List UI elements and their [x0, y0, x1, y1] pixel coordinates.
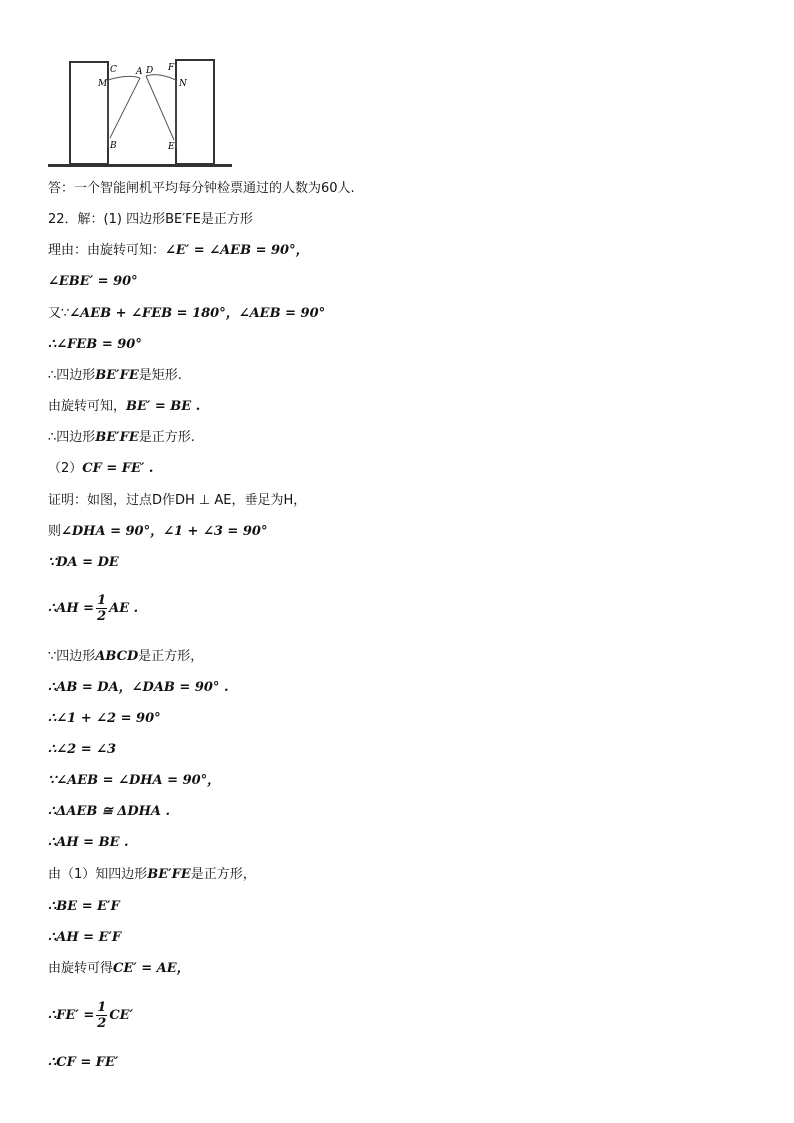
fraction-numerator: 1 [97, 593, 107, 608]
label-a: A [136, 67, 143, 77]
gate-diagram [48, 56, 234, 170]
fraction-denominator: 2 [97, 609, 107, 624]
reason-math: ∠E′ = ∠AEB = 90°， [165, 243, 309, 258]
rotation-equal-line [48, 398, 200, 416]
fe-half-pre: ∴FE′ = [48, 1008, 95, 1023]
right-diagonal [146, 76, 174, 140]
part2-pre: （2） [48, 461, 83, 476]
be-ef-line: ∴BE = E′F [48, 899, 120, 914]
label-n: N [179, 79, 187, 89]
rotation-equal-math: BE′ = BE . [126, 399, 201, 414]
rotation-ce-line [48, 960, 190, 978]
fe-half-ce-line [48, 1000, 133, 1031]
half-fraction [96, 593, 107, 624]
rotation-ce-text: 由旋转可得 [48, 961, 114, 976]
abcd-math: ABCD [95, 649, 139, 664]
label-m: M [98, 79, 108, 89]
part2-heading [48, 460, 153, 478]
square-post: 是正方形. [138, 430, 195, 445]
left-gate-panel [70, 62, 108, 164]
rectangle-pre: ∴四边形 [48, 368, 96, 383]
square-conclusion-line [48, 429, 195, 447]
congruent-line: ∴ΔAEB ≅ ΔDHA . [48, 804, 171, 819]
label-f: F [168, 63, 175, 73]
fe-half-post: CE′ [109, 1008, 133, 1023]
angle-feb-line: ∴∠FEB = 90° [48, 337, 142, 352]
reason-text: 理由：由旋转可知： [48, 243, 166, 258]
square-math: BE′FE [95, 430, 139, 445]
ah-half-ae-line [48, 593, 138, 624]
ah-half-pre: ∴AH = [48, 601, 95, 616]
answer-line: 答：一个智能闸机平均每分钟检票通过的人数为60人. [48, 181, 355, 196]
label-d: D [146, 66, 154, 76]
label-c: C [110, 65, 117, 75]
ah-be-line: ∴AH = BE . [48, 835, 129, 850]
ah-ef-line: ∴AH = E′F [48, 930, 122, 945]
angle-dha-text: 则 [48, 524, 62, 539]
rotation-ce-math: CE′ = AE， [113, 961, 190, 976]
angle-aeb-dha-line: ∵∠AEB = ∠DHA = 90°， [48, 773, 221, 788]
part1-ref-pre: 由（1）知四边形 [48, 867, 148, 882]
reason-line [48, 242, 309, 260]
label-b: B [110, 141, 117, 151]
label-e: E [168, 142, 175, 152]
solution-part1-heading: 22．解：(1) 四边形BE′FE是正方形 [48, 212, 253, 227]
proof-start-line: 证明：如图，过点D作DH ⊥ AE，垂足为H， [48, 493, 307, 508]
fraction-numerator-2: 1 [97, 1000, 107, 1015]
part1-ref-post: 是正方形， [190, 867, 256, 882]
angle-sum-math: ∠AEB + ∠FEB = 180°，∠AEB = 90° [69, 306, 326, 321]
abcd-square-line [48, 648, 203, 666]
angle-ebe-line: ∠EBE′ = 90° [48, 274, 138, 289]
da-de-line: ∵DA = DE [48, 555, 119, 570]
angle23-line: ∴∠2 = ∠3 [48, 742, 117, 757]
rectangle-post: 是矩形. [138, 368, 182, 383]
rectangle-line [48, 367, 182, 385]
angle12-line: ∴∠1 + ∠2 = 90° [48, 711, 161, 726]
left-diagonal [110, 78, 140, 138]
angle-dha-line [48, 523, 267, 541]
angle-sum-line [48, 305, 325, 323]
ab-da-line: ∴AB = DA，∠DAB = 90° . [48, 680, 229, 695]
angle-sum-text: 又∵ [48, 306, 70, 321]
part1-reference-line [48, 866, 256, 884]
square-pre: ∴四边形 [48, 430, 96, 445]
angle-dha-math: ∠DHA = 90°，∠1 + ∠3 = 90° [61, 524, 268, 539]
ah-half-post: AE . [109, 601, 139, 616]
half-fraction-2 [96, 1000, 107, 1031]
right-gate-panel [176, 60, 214, 164]
fraction-denominator-2: 2 [97, 1016, 107, 1031]
part2-math: CF = FE′ . [82, 461, 154, 476]
abcd-pre: ∵四边形 [48, 649, 96, 664]
rotation-equal-text: 由旋转可知， [48, 399, 127, 414]
part1-ref-math: BE′FE [147, 867, 191, 882]
final-conclusion-line: ∴CF = FE′ [48, 1055, 119, 1070]
abcd-post: 是正方形， [138, 649, 204, 664]
rectangle-math: BE′FE [95, 368, 139, 383]
